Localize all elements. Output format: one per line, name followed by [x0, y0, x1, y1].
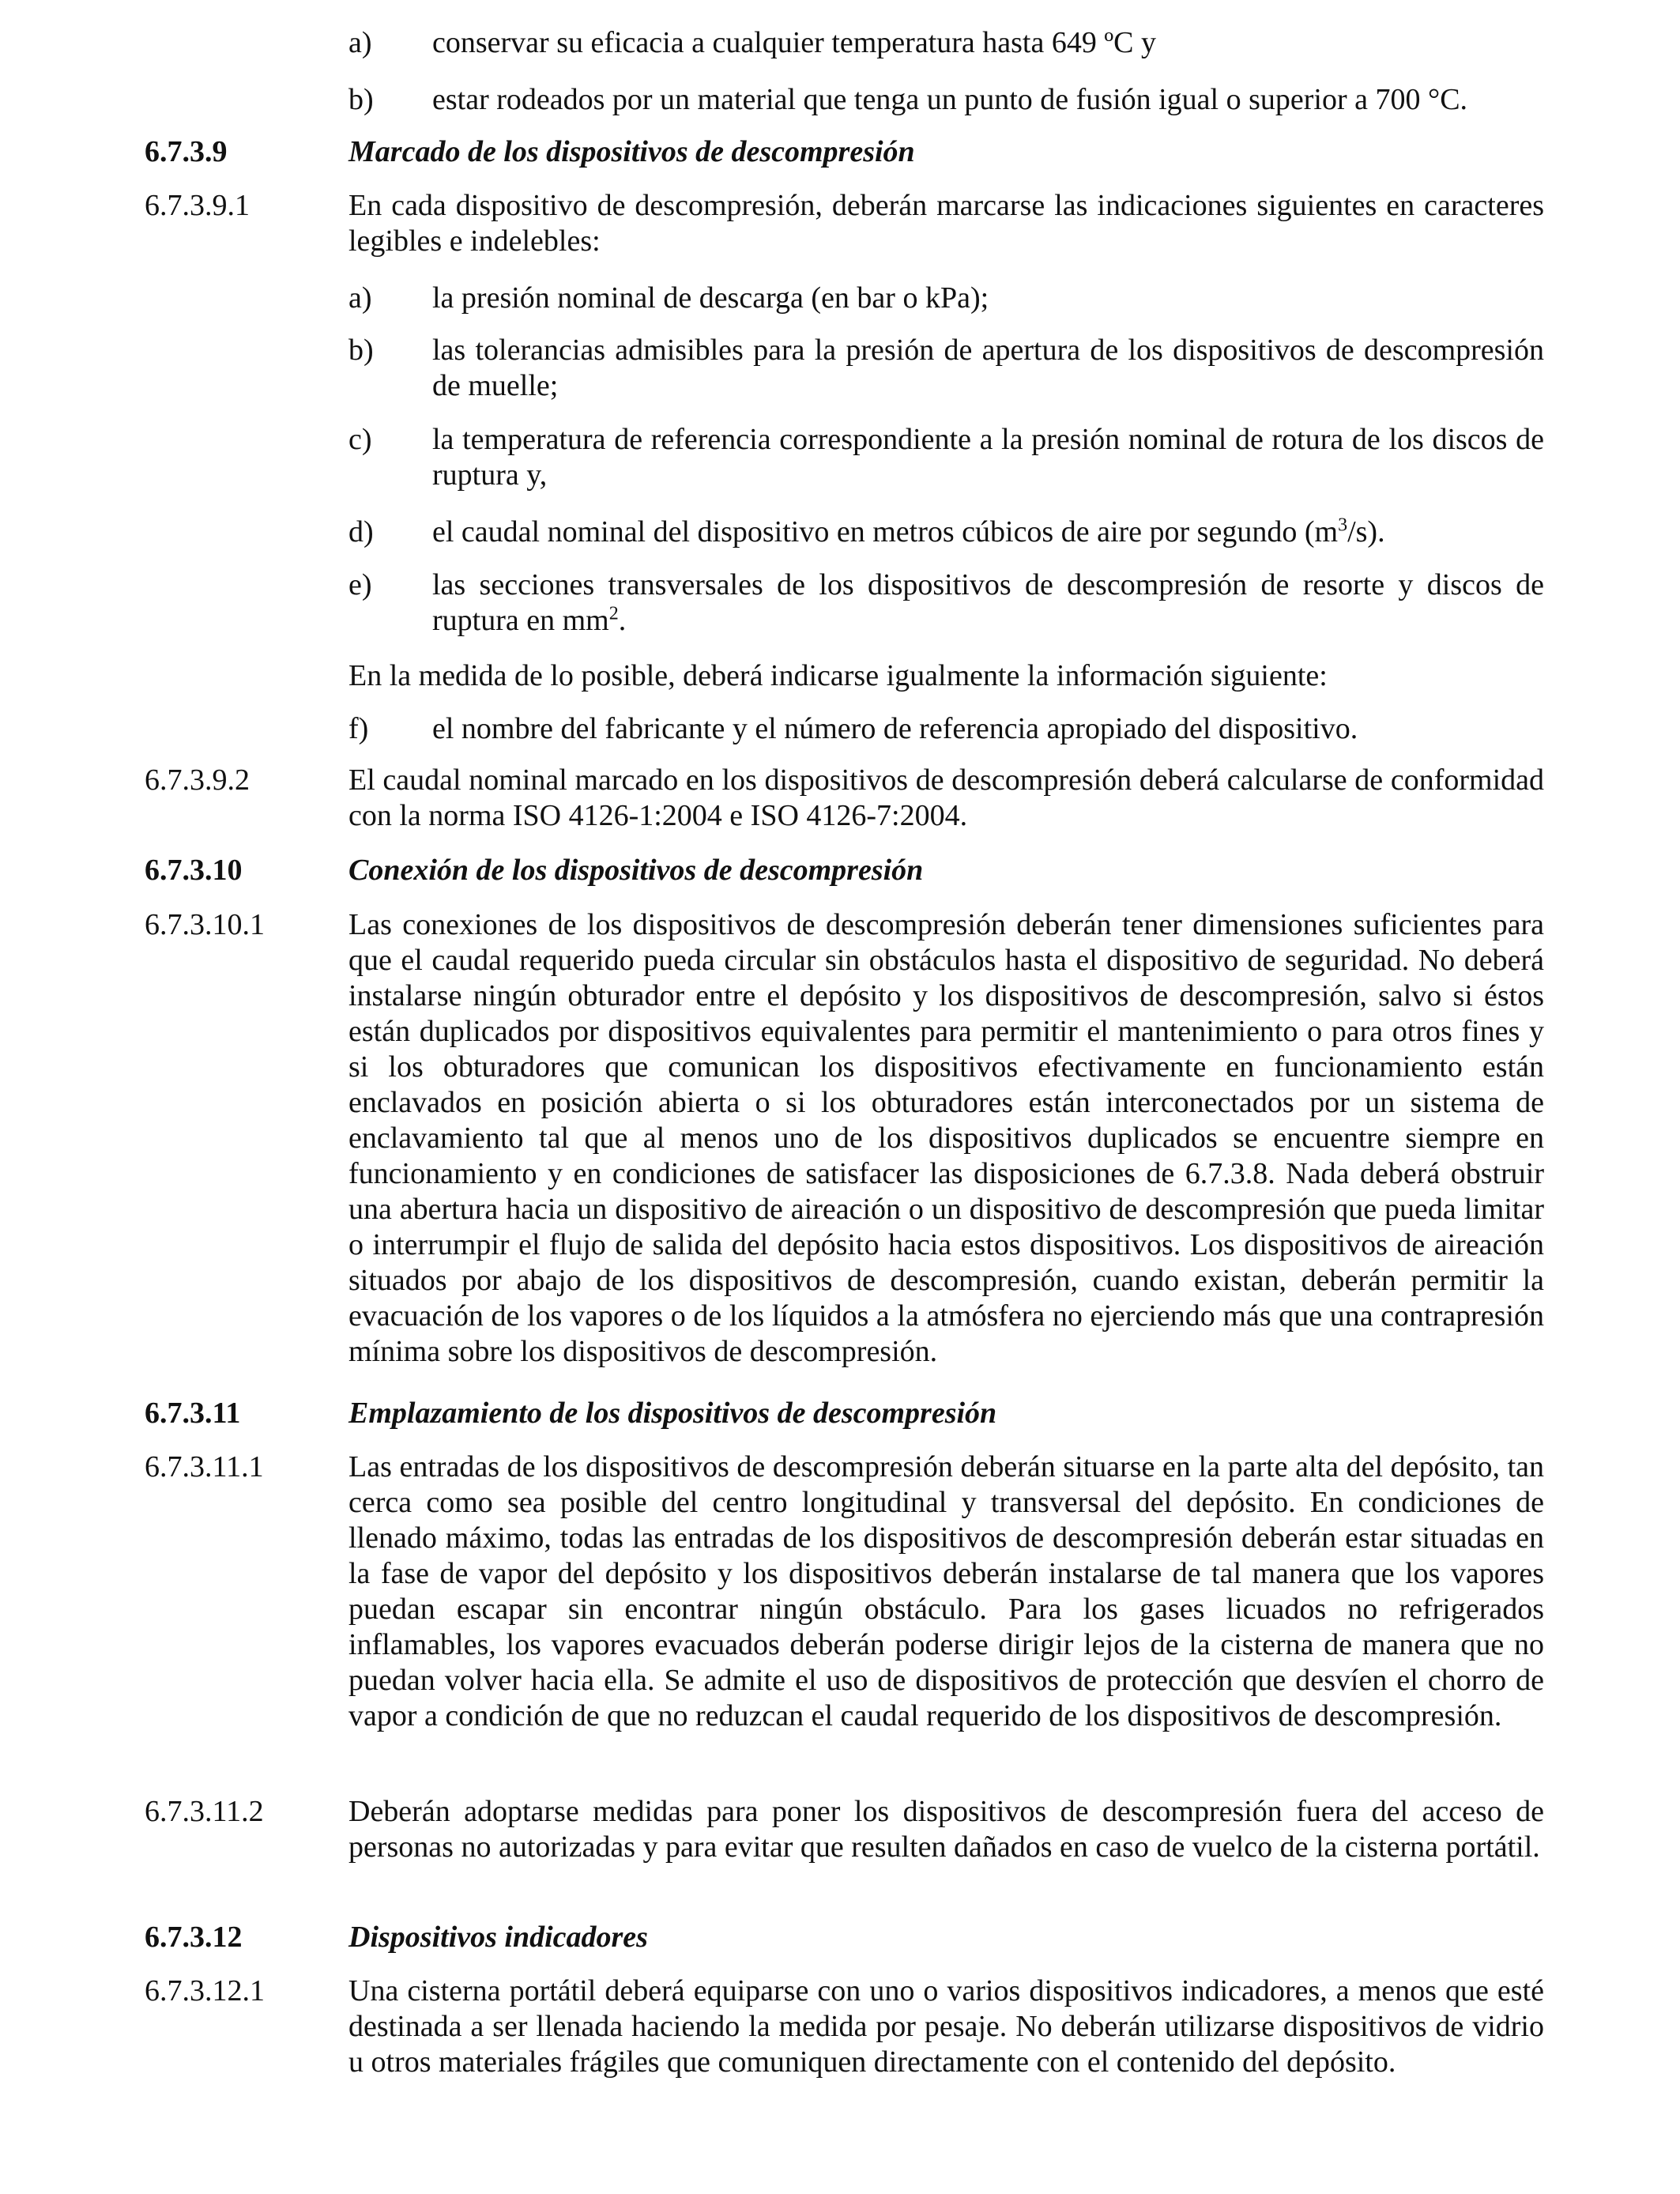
section-number: 6.7.3.11: [145, 1397, 241, 1430]
item-text: la presión nominal de descarga (en bar o kPa);: [432, 281, 989, 315]
item-text: las secciones transversales de los dispositivos de descompresión de resorte y discos de ruptura en $mm^2$.: [432, 568, 1544, 637]
item-label: c): [348, 423, 372, 456]
section-title: Dispositivos indicadores: [348, 1921, 648, 1954]
item-text: conservar su eficacia a cualquier temperatura hasta 649 ºC y: [432, 26, 1156, 59]
section-title: Conexión de los dispositivos de descompresión: [348, 854, 924, 887]
paragraph-text: Una cisterna portátil deberá equiparse con uno o varios dispositivos indicadores, a menos que esté destinada a ser llenada haciendo la medida por pesaje. No deberán utilizarse dispositivos de vidrio u otros materiales frágiles que comuniquen directamente con el contenido del depósito.: [348, 1974, 1544, 2079]
item-label: a): [348, 281, 372, 315]
item-label: a): [348, 26, 372, 59]
item-text: la temperatura de referencia correspondiente a la presión nominal de rotura de los discos de ruptura y,: [432, 423, 1544, 492]
section-number: 6.7.3.9: [145, 135, 228, 168]
paragraph-text: Deberán adoptarse medidas para poner los dispositivos de descompresión fuera del acceso de personas no autorizadas y para evitar que resulten dañados en caso de vuelco de la cisterna portátil.: [348, 1795, 1544, 1864]
paragraph-number: 6.7.3.9.2: [145, 763, 250, 797]
paragraph-text: Las conexiones de los dispositivos de descompresión deberán tener dimensiones suficientes para que el caudal requerido pueda circular sin obstáculos hasta el dispositivo de seguridad. No deberá instalarse ningún obturador entre el depósito y los dispositivos de descompresión, salvo si éstos están duplicados por dispositivos equivalentes para permitir el mantenimiento o para otros fines y si los obturadores que comunican los dispositivos efectivamente en funcionamiento están enclavados en posición abierta o si los obturadores están interconectados por un sistema de enclavamiento tal que al menos uno de los dispositivos duplicados se encuentre siempre en funcionamiento y en condiciones de satisfacer las disposiciones de 6.7.3.8. Nada deberá obstruir una abertura hacia un dispositivo de aireación o un dispositivo de descompresión que pueda limitar o interrumpir el flujo de salida del depósito hacia estos dispositivos. Los dispositivos de aireación situados por abajo de los dispositivos de descompresión, cuando existan, deberán permitir la evacuación de los vapores o de los líquidos a la atmósfera no ejerciendo más que una contrapresión mínima sobre los dispositivos de descompresión.: [348, 908, 1544, 1368]
paragraph-text: En cada dispositivo de descompresión, deberán marcarse las indicaciones siguientes en caracteres legibles e indelebles:: [348, 189, 1544, 258]
superscript: 2: [608, 603, 619, 624]
item-label: d): [348, 515, 374, 548]
section-title: Marcado de los dispositivos de descompresión: [348, 135, 915, 168]
section-title: Emplazamiento de los dispositivos de descompresión: [348, 1397, 997, 1430]
paragraph-number: 6.7.3.10.1: [145, 908, 265, 941]
item-label: b): [348, 83, 374, 116]
paragraph-text: Las entradas de los dispositivos de descompresión deberán situarse en la parte alta del depósito, tan cerca como sea posible del centro longitudinal y transversal del depósito. En condiciones de llenado máximo, todas las entradas de los dispositivos de descompresión deberán estar situadas en la fase de vapor del depósito y los dispositivos deberán instalarse de tal manera que los vapores puedan escapar sin encontrar ningún obstáculo. Para los gases licuados no refrigerados inflamables, los vapores evacuados deberán poderse dirigir lejos de la cisterna de manera que no puedan volver hacia ella. Se admite el uso de dispositivos de protección que desvíen el chorro de vapor a condición de que no reduzcan el caudal requerido de los dispositivos de descompresión.: [348, 1450, 1544, 1732]
section-number: 6.7.3.12: [145, 1921, 243, 1954]
item-text: el caudal nominal del dispositivo en metros cúbicos de aire por segundo $(m^3/s)$.: [432, 515, 1385, 548]
item-label: f): [348, 712, 369, 745]
superscript: 3: [1338, 515, 1348, 536]
paragraph-number: 6.7.3.12.1: [145, 1974, 265, 2007]
item-label: e): [348, 568, 372, 601]
paragraph-number: 6.7.3.11.1: [145, 1450, 264, 1483]
item-text: las tolerancias admisibles para la presión de apertura de los dispositivos de descompresión de muelle;: [432, 334, 1544, 402]
item-label: b): [348, 334, 374, 367]
paragraph-number: 6.7.3.9.1: [145, 189, 250, 222]
section-number: 6.7.3.10: [145, 854, 243, 887]
paragraph-number: 6.7.3.11.2: [145, 1795, 264, 1828]
paragraph-text: El caudal nominal marcado en los dispositivos de descompresión deberá calcularse de conformidad con la norma ISO 4126-1:2004 e ISO 4126-7:2004.: [348, 763, 1544, 832]
paragraph-text: En la medida de lo posible, deberá indicarse igualmente la información siguiente:: [348, 659, 1328, 692]
item-text: el nombre del fabricante y el número de referencia apropiado del dispositivo.: [432, 712, 1358, 745]
item-text: estar rodeados por un material que tenga un punto de fusión igual o superior a 700 °C.: [432, 83, 1468, 116]
